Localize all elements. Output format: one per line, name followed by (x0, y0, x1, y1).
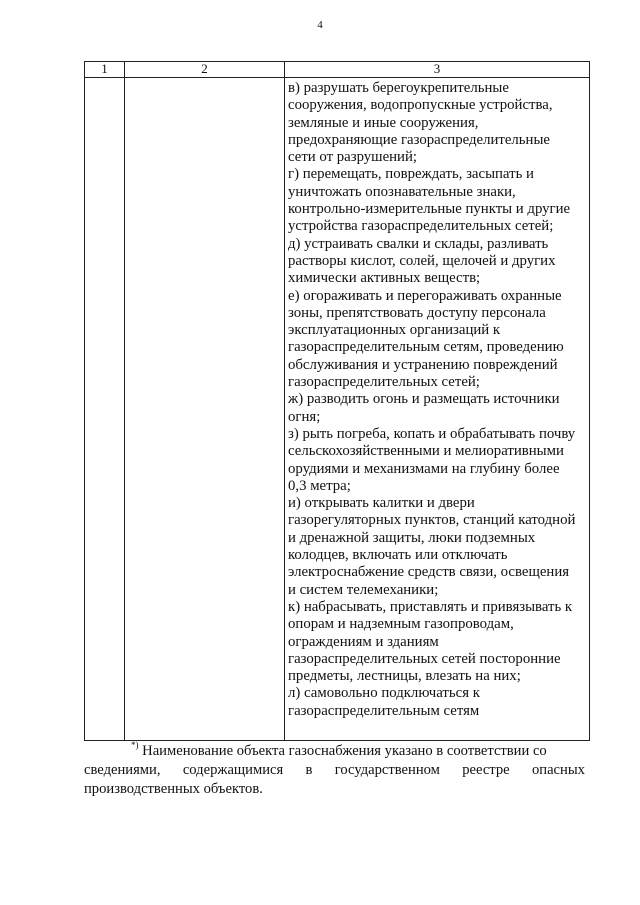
text-line: и систем телемеханики; (288, 581, 439, 598)
text-line: газораспределительным сетям, проведению (288, 339, 564, 356)
footnote-word: содержащимися (182, 762, 284, 778)
text-line: уничтожать опознавательные знаки, (288, 183, 516, 200)
text-line: в) разрушать берегоукрепительные (288, 80, 509, 96)
text-line: химически активных веществ; (288, 270, 481, 287)
text-line: 0,3 метра; (288, 477, 351, 494)
footnote-word: опасных (531, 762, 585, 778)
text-line: предметы, лестницы, влезать на них; (288, 668, 521, 685)
footnote-line-2 (84, 761, 585, 780)
cell-col-2 (125, 78, 285, 741)
text-line: сельскохозяйственными и мелиоративными (288, 443, 564, 460)
text-line: предохраняющие газораспределительные (288, 131, 550, 148)
text-line: г) перемещать, повреждать, засыпать и (288, 166, 534, 183)
text-line: орудиями и механизмами на глубину более (288, 460, 560, 477)
table-body-row (85, 78, 590, 741)
text-line: газораспределительных сетей посторонние (288, 650, 561, 667)
footnote-word: сведениями, (84, 762, 161, 778)
text-line: огня; (288, 408, 321, 425)
text-line: эксплуатационных организаций к (288, 322, 501, 339)
page-number: 4 (317, 19, 323, 31)
text-line: растворы кислот, солей, щелочей и других (288, 252, 556, 269)
text-line: обслуживания и устранению повреждений (288, 356, 558, 373)
text-line: д) устраивать свалки и склады, разливать (288, 235, 549, 252)
text-line: е) огораживать и перегораживать охранные (288, 287, 562, 304)
document-table (84, 61, 590, 741)
text-line: газораспределительных сетей; (288, 374, 480, 391)
footnote-word: государственном (334, 762, 440, 778)
footnote-word: реестре (462, 762, 510, 778)
text-line: газораспределительным сетям (288, 702, 480, 719)
text-line: газорегуляторных пунктов, станций катодной (288, 512, 576, 529)
text-line: з) рыть погреба, копать и обрабатывать почву (288, 425, 576, 442)
text-line: л) самовольно подключаться к (288, 685, 480, 702)
text-line: контрольно-измерительные пункты и другие (288, 201, 571, 218)
text-line: электроснабжение средств связи, освещения (288, 564, 570, 581)
table-header-row (85, 62, 590, 78)
text-line: и дренажной защиты, люки подземных (288, 529, 536, 546)
text-line: к) набрасывать, приставлять и привязывать к (288, 598, 573, 615)
text-line: земляные и иные сооружения, (288, 114, 479, 131)
footnote-text-1: Наименование объекта газоснабжения указано в соответствии со (142, 743, 547, 759)
text-line: колодцев, включать или отключать (288, 547, 508, 564)
text-line: сети от разрушений; (288, 149, 418, 166)
cell-col-1 (85, 78, 125, 741)
text-line: опорам и надземным газопроводам, (288, 616, 514, 633)
text-line: ж) разводить огонь и размещать источники (288, 391, 560, 408)
header-col-2: 2 (125, 62, 285, 78)
text-line: устройства газораспределительных сетей; (288, 218, 554, 235)
footnote-line-1 (84, 742, 585, 761)
cell-col-3-prohibitions (285, 78, 590, 741)
header-col-1: 1 (85, 62, 125, 78)
text-line: зоны, препятствовать доступу персонала (288, 304, 546, 321)
text-line: ограждениям и зданиям (288, 633, 439, 650)
footnote-marker: *) (131, 740, 139, 750)
header-col-3: 3 (285, 62, 590, 78)
footnote (84, 742, 585, 799)
text-line: сооружения, водопропускные устройства, (288, 97, 553, 114)
footnote-word: в (305, 762, 313, 778)
text-line: и) открывать калитки и двери (288, 495, 475, 512)
footnote-line-3: производственных объектов. (84, 781, 263, 797)
